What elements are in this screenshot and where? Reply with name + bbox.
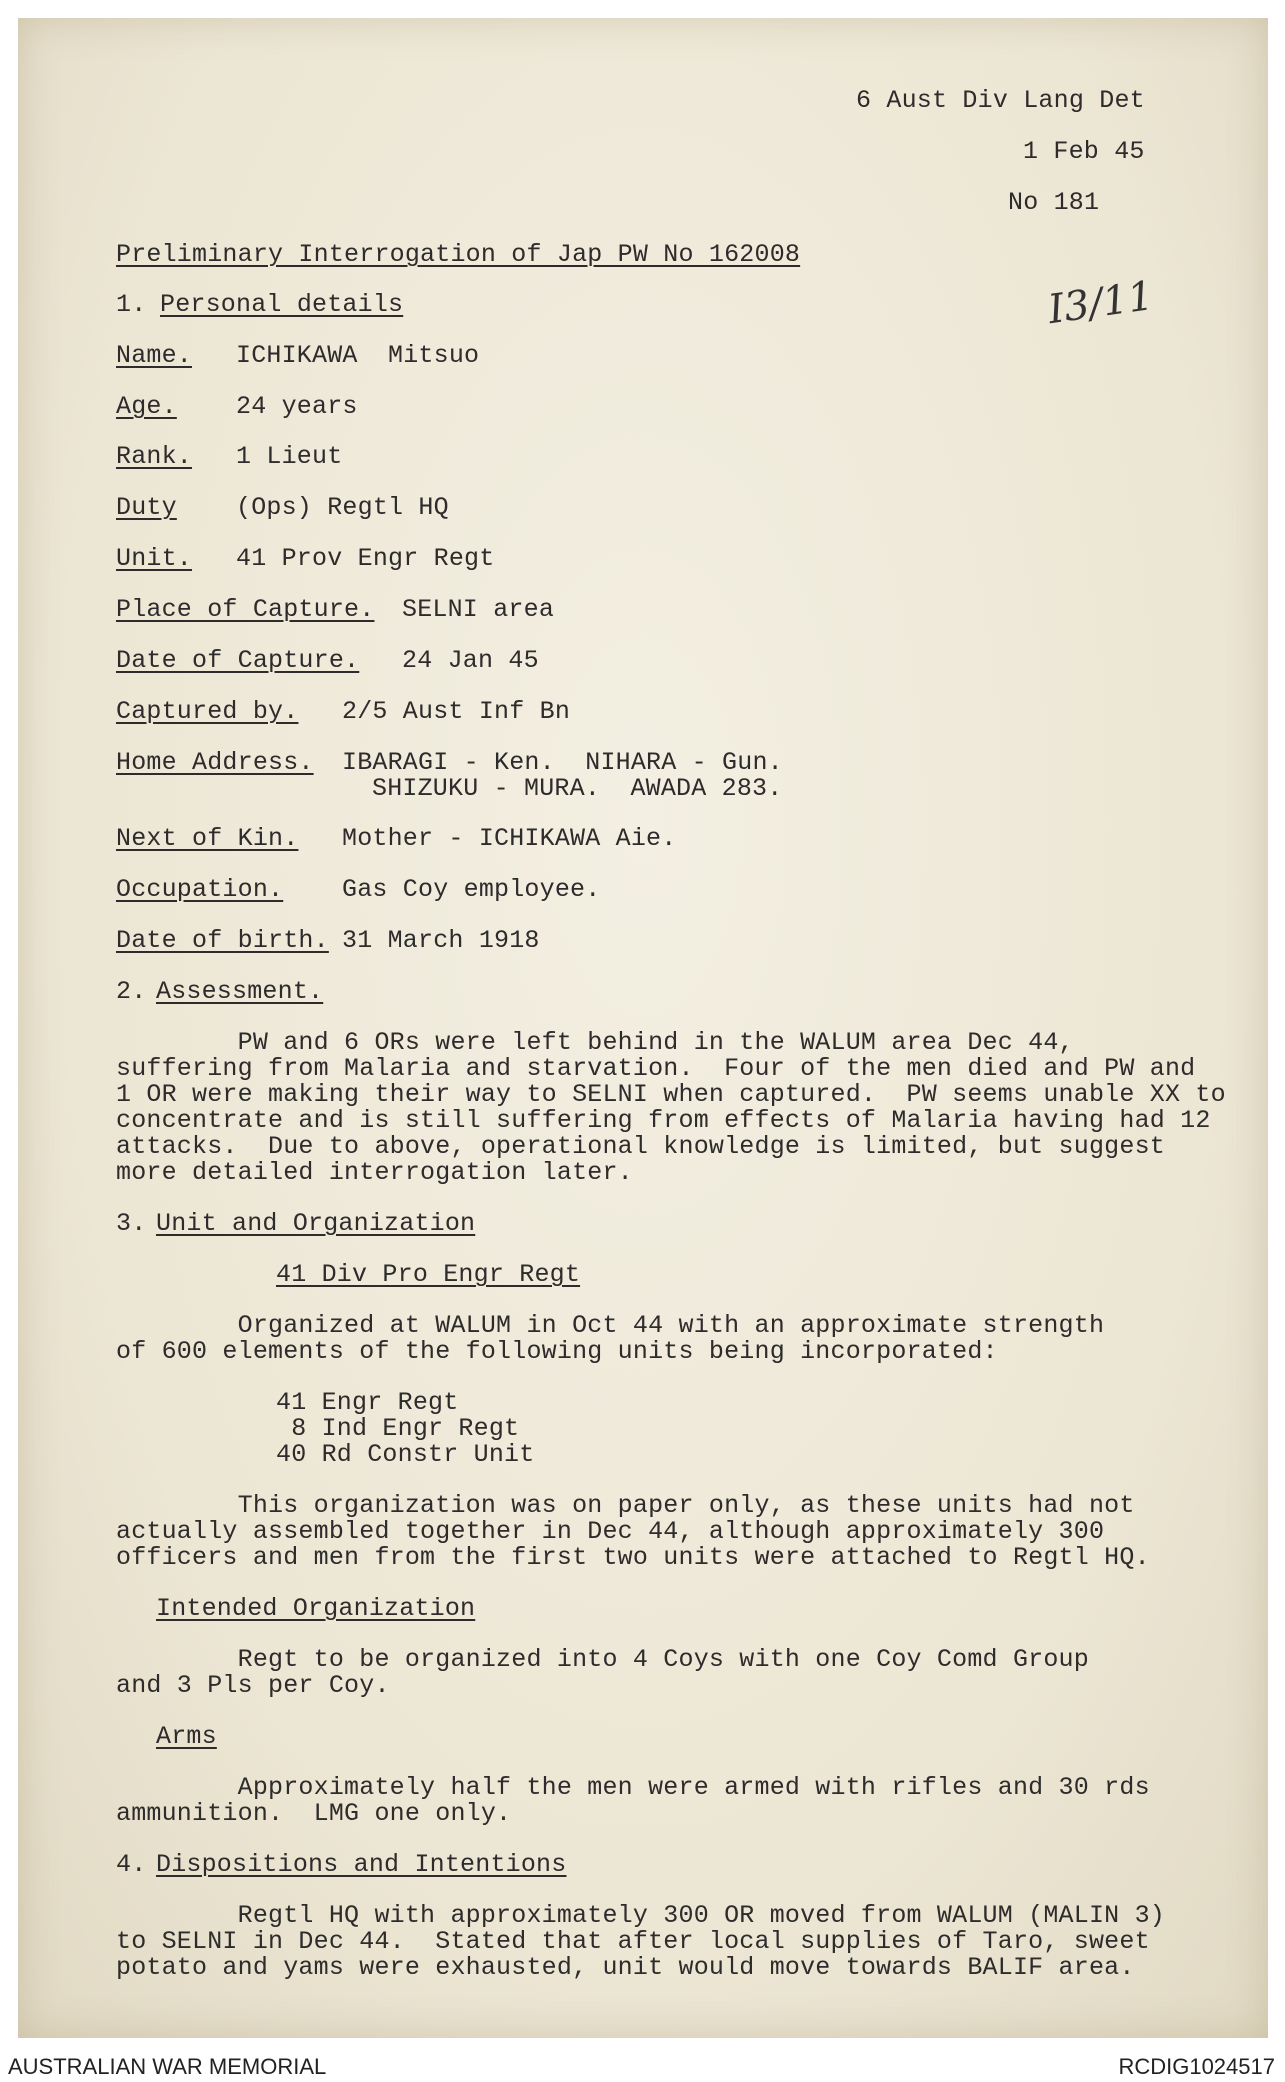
field-value-home-address-line1: IBARAGI - Ken. NIHARA - Gun. (342, 748, 783, 777)
field-label-date-of-birth: Date of birth. (116, 926, 329, 955)
intended-organization-heading: Intended Organization (156, 1594, 476, 1623)
header-unit: 6 Aust Div Lang Det (856, 86, 1145, 115)
assessment-line-1: PW and 6 ORs were left behind in the WALUM area Dec 44, (116, 1028, 1074, 1057)
field-value-captured-by: 2/5 Aust Inf Bn (342, 697, 571, 726)
section2-number: 2. (116, 977, 147, 1006)
handwritten-reference: I3/11 (1045, 272, 1157, 334)
section1-number: 1. (116, 290, 147, 319)
field-value-unit: 41 Prov Engr Regt (236, 544, 495, 573)
field-label-duty: Duty (116, 493, 177, 522)
field-value-date-of-birth: 31 March 1918 (342, 926, 540, 955)
organization-para2-line-1: This organization was on paper only, as these units had not (116, 1491, 1135, 1520)
field-value-next-of-kin: Mother - ICHIKAWA Aie. (342, 824, 677, 853)
field-label-age: Age. (116, 392, 177, 421)
field-value-occupation: Gas Coy employee. (342, 875, 601, 904)
intended-organization-line-1: Regt to be organized into 4 Coys with one Coy Comd Group (116, 1645, 1089, 1674)
assessment-line-6: more detailed interrogation later. (116, 1158, 633, 1187)
organization-line-1: Organized at WALUM in Oct 44 with an approximate strength (116, 1311, 1105, 1340)
organization-para2-line-2: actually assembled together in Dec 44, although approximately 300 (116, 1517, 1105, 1546)
field-label-unit: Unit. (116, 544, 193, 573)
field-label-rank: Rank. (116, 442, 193, 471)
footer-record-id: RCDIG1024517 (1118, 2054, 1275, 2079)
unit-list-item-2: 8 Ind Engr Regt (276, 1414, 520, 1443)
document-page (18, 18, 1268, 2038)
arms-heading: Arms (156, 1722, 217, 1751)
assessment-line-5: attacks. Due to above, operational knowledge is limited, but suggest (116, 1132, 1165, 1161)
field-value-date-of-capture: 24 Jan 45 (402, 646, 539, 675)
field-label-place-of-capture: Place of Capture. (116, 595, 375, 624)
section1-heading: Personal details (160, 290, 404, 319)
section4-heading: Dispositions and Intentions (156, 1850, 567, 1879)
field-label-date-of-capture: Date of Capture. (116, 646, 360, 675)
section4-number: 4. (116, 1850, 147, 1879)
organization-line-2: of 600 elements of the following units being incorporated: (116, 1337, 998, 1366)
assessment-line-2: suffering from Malaria and starvation. Four of the men died and PW and (116, 1054, 1196, 1083)
field-label-next-of-kin: Next of Kin. (116, 824, 299, 853)
field-value-rank: 1 Lieut (236, 442, 343, 471)
section2-heading: Assessment. (156, 977, 324, 1006)
field-value-place-of-capture: SELNI area (402, 595, 555, 624)
assessment-line-3: 1 OR were making their way to SELNI when captured. PW seems unable XX to (116, 1080, 1226, 1109)
section3-heading: Unit and Organization (156, 1209, 476, 1238)
organization-para2-line-3: officers and men from the first two units were attached to Regtl HQ. (116, 1543, 1150, 1572)
arms-line-2: ammunition. LMG one only. (116, 1799, 512, 1828)
document-title: Preliminary Interrogation of Jap PW No 162008 (116, 240, 801, 269)
unit-list-item-3: 40 Rd Constr Unit (276, 1440, 535, 1469)
footer-archive-name: AUSTRALIAN WAR MEMORIAL (8, 2054, 327, 2079)
field-value-name: ICHIKAWA Mitsuo (236, 341, 480, 370)
dispositions-line-2: to SELNI in Dec 44. Stated that after local supplies of Taro, sweet (116, 1927, 1150, 1956)
field-value-home-address-line2: SHIZUKU - MURA. AWADA 283. (372, 774, 783, 803)
dispositions-line-1: Regtl HQ with approximately 300 OR moved from WALUM (MALIN 3) (116, 1901, 1165, 1930)
field-label-name: Name. (116, 341, 193, 370)
field-label-occupation: Occupation. (116, 875, 284, 904)
arms-line-1: Approximately half the men were armed with rifles and 30 rds (116, 1773, 1150, 1802)
section3-number: 3. (116, 1209, 147, 1238)
field-label-captured-by: Captured by. (116, 697, 299, 726)
unit-list-item-1: 41 Engr Regt (276, 1388, 459, 1417)
header-number: No 181 (1008, 188, 1100, 217)
field-value-duty: (Ops) Regtl HQ (236, 493, 449, 522)
field-label-home-address: Home Address. (116, 748, 314, 777)
header-date: 1 Feb 45 (1023, 137, 1145, 166)
section3-subheading: 41 Div Pro Engr Regt (276, 1260, 581, 1289)
assessment-line-4: concentrate and is still suffering from effects of Malaria having had 12 (116, 1106, 1211, 1135)
dispositions-line-3: potato and yams were exhausted, unit would move towards BALIF area. (116, 1953, 1135, 1982)
intended-organization-line-2: and 3 Pls per Coy. (116, 1671, 390, 1700)
field-value-age: 24 years (236, 392, 358, 421)
